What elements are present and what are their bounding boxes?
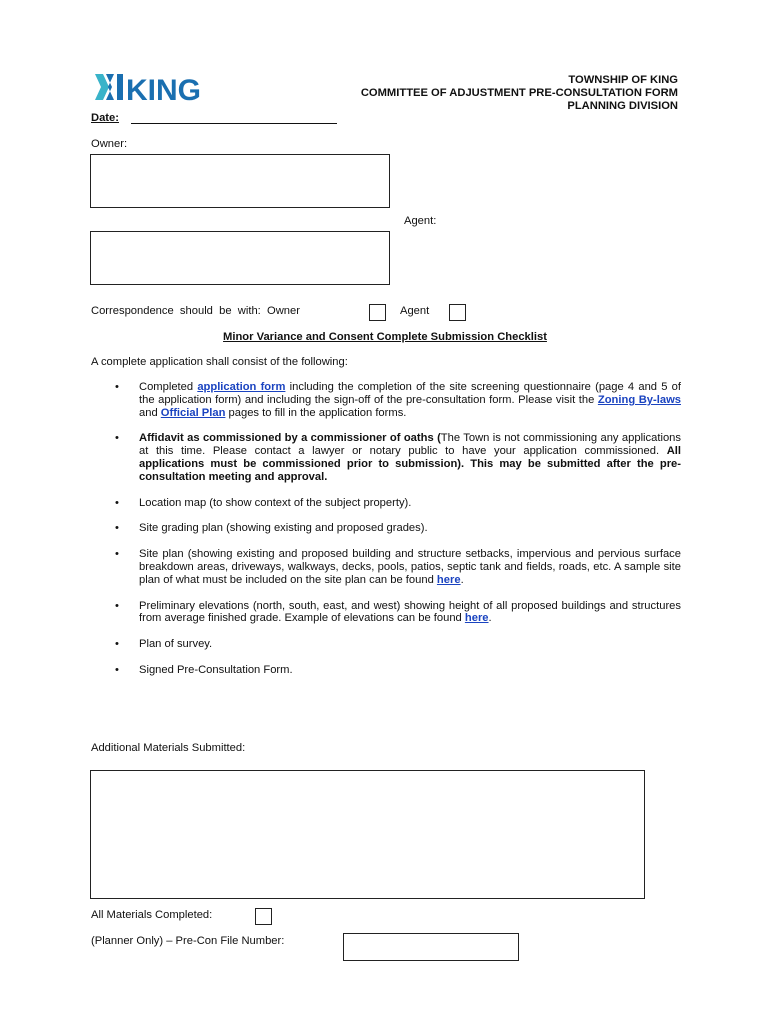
list-item: • Site grading plan (showing existing and proposed grades). — [115, 522, 428, 535]
list-item: • Plan of survey. — [115, 638, 213, 651]
header-line-3: PLANNING DIVISION — [567, 100, 678, 112]
file-number-field[interactable] — [343, 933, 519, 961]
header-line-2: COMMITTEE OF ADJUSTMENT PRE-CONSULTATION FORM — [360, 87, 678, 99]
agent-field[interactable] — [90, 231, 390, 285]
agent-option-label: Agent — [400, 305, 430, 317]
all-completed-label: All Materials Completed: — [91, 909, 213, 921]
owner-checkbox[interactable] — [369, 304, 386, 321]
zoning-bylaws-link[interactable]: Zoning By-laws — [597, 393, 681, 406]
agent-label: Agent: — [404, 215, 437, 227]
checklist — [91, 381, 681, 690]
bullet: • — [115, 496, 119, 509]
official-plan-link[interactable]: Official Plan — [160, 406, 226, 419]
application-form-link[interactable]: application form — [197, 381, 286, 393]
owner-label: Owner: — [91, 138, 128, 150]
bullet: • — [115, 432, 119, 445]
list-item: • Site plan (showing existing and proposed building and structure setbacks, impervious and pervious surface breakdown areas, driveways, walkways, decks, pools, patios, septic tank and fields, roads, etc. A sample site plan of what must be included on the site plan can be found here. — [115, 548, 681, 586]
list-item: • Affidavit as commissioned by a commissioner of oaths (The Town is not commissioning any applications at this time. Please contact a lawyer or notary public to have your application commissioned. All applications must be commissioned prior to submission). This may be submitted after the pre-consultation meeting and approval. — [115, 432, 681, 483]
bullet: • — [115, 663, 119, 676]
checklist-title: Minor Variance and Consent Complete Submission Checklist — [223, 331, 547, 343]
bullet: • — [115, 381, 119, 393]
bullet: • — [115, 638, 119, 651]
agent-checkbox[interactable] — [449, 304, 466, 321]
all-completed-checkbox[interactable] — [255, 908, 272, 925]
checklist-intro: A complete application shall consist of the following: — [91, 356, 348, 368]
date-label: Date: — [91, 112, 119, 124]
header-line-1: TOWNSHIP OF KING — [568, 74, 678, 86]
form-header — [361, 74, 678, 113]
date-field[interactable] — [131, 123, 337, 124]
owner-field[interactable] — [90, 154, 390, 208]
list-item: • Completed application form including the completion of the site screening questionnaire (page 4 and 5 of the application form) and including the sign-off of the pre-consultation form. Please visit the Zoning By-laws and Official Plan pages to fill in the application forms. — [115, 381, 681, 419]
additional-materials-label: Additional Materials Submitted: — [91, 742, 246, 754]
bullet: • — [115, 599, 119, 612]
list-item: • Signed Pre-Consultation Form. — [115, 663, 293, 676]
correspondence-label: Correspondence should be with: Owner — [91, 305, 300, 317]
bullet: • — [115, 522, 119, 535]
logo-text: KING — [126, 74, 201, 107]
king-logo — [92, 70, 201, 107]
list-item: • Location map (to show context of the subject property). — [115, 496, 412, 509]
elevations-here-link[interactable]: here — [464, 612, 489, 625]
additional-materials-field[interactable] — [90, 770, 645, 899]
bullet: • — [115, 548, 119, 561]
planner-file-number-label: (Planner Only) – Pre-Con File Number: — [91, 935, 285, 947]
site-plan-here-link[interactable]: here — [436, 573, 461, 586]
list-item: • Preliminary elevations (north, south, east, and west) showing height of all proposed buildings and structures from average finished grade. Example of elevations can be found here. — [115, 599, 681, 625]
